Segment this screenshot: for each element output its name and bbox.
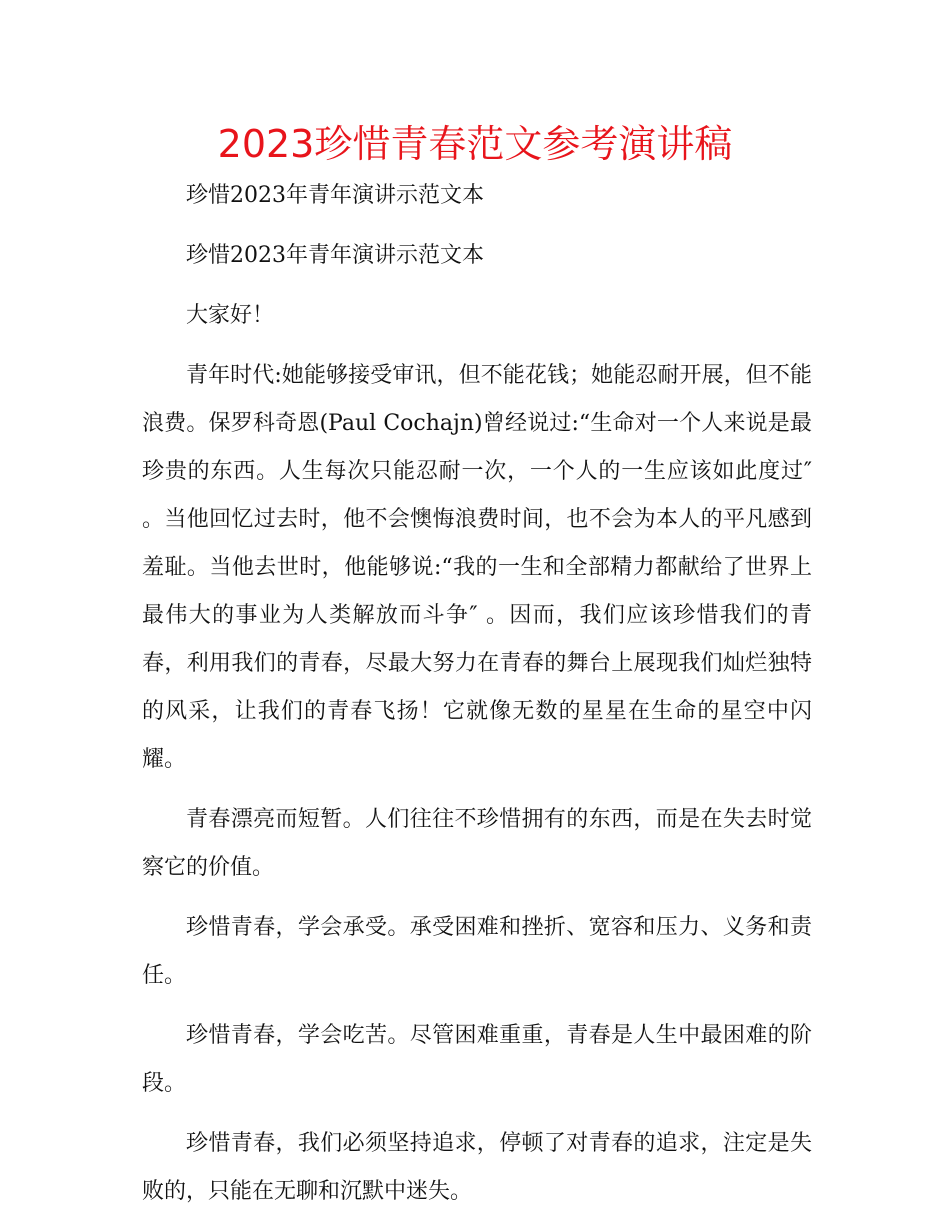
document-title: 2023珍惜青春范文参考演讲稿	[217, 122, 733, 166]
document-body	[142, 172, 812, 1228]
paragraph-greeting: 大家好！	[186, 303, 275, 328]
paragraph-subtitle-2: 珍惜2023年青年演讲示范文本	[186, 243, 484, 268]
paragraph-learn-endure: 珍惜青春，学会承受。承受困难和挫折、宽容和压力、义务和责任。	[142, 915, 812, 988]
paragraph-keep-pursuing: 珍惜青春，我们必须坚持追求，停顿了对青春的追求，注定是失败的，只能在无聊和沉默中迷失。	[142, 1131, 812, 1204]
paragraph-youth-beauty: 青春漂亮而短暂。人们往往不珍惜拥有的东西，而是在失去时觉察它的价值。	[142, 807, 812, 880]
paragraph-subtitle-1: 珍惜2023年青年演讲示范文本	[186, 183, 484, 208]
paragraph-youth-era: 青年时代:她能够接受审讯，但不能花钱；她能忍耐开展，但不能浪费。保罗科奇恩(Paul Cochajn)曾经说过:“生命对一个人来说是最珍贵的东西。人生每次只能忍耐一次，一个人的一生应该如此度过″ 。当他回忆过去时，他不会懊悔浪费时间，也不会为本人的平凡感到羞耻。当他去世时，他能够说:“我的一生和全部精力都献给了世界上最伟大的事业为人类解放而斗争″ 。因而，我们应该珍惜我们的青春，利用我们的青春，尽最大努力在青春的舞台上展现我们灿烂独特的风采，让我们的青春飞扬！它就像无数的星星在生命的星空中闪耀。	[142, 363, 812, 772]
paragraph-learn-hardship: 珍惜青春，学会吃苦。尽管困难重重，青春是人生中最困难的阶段。	[142, 1023, 812, 1096]
